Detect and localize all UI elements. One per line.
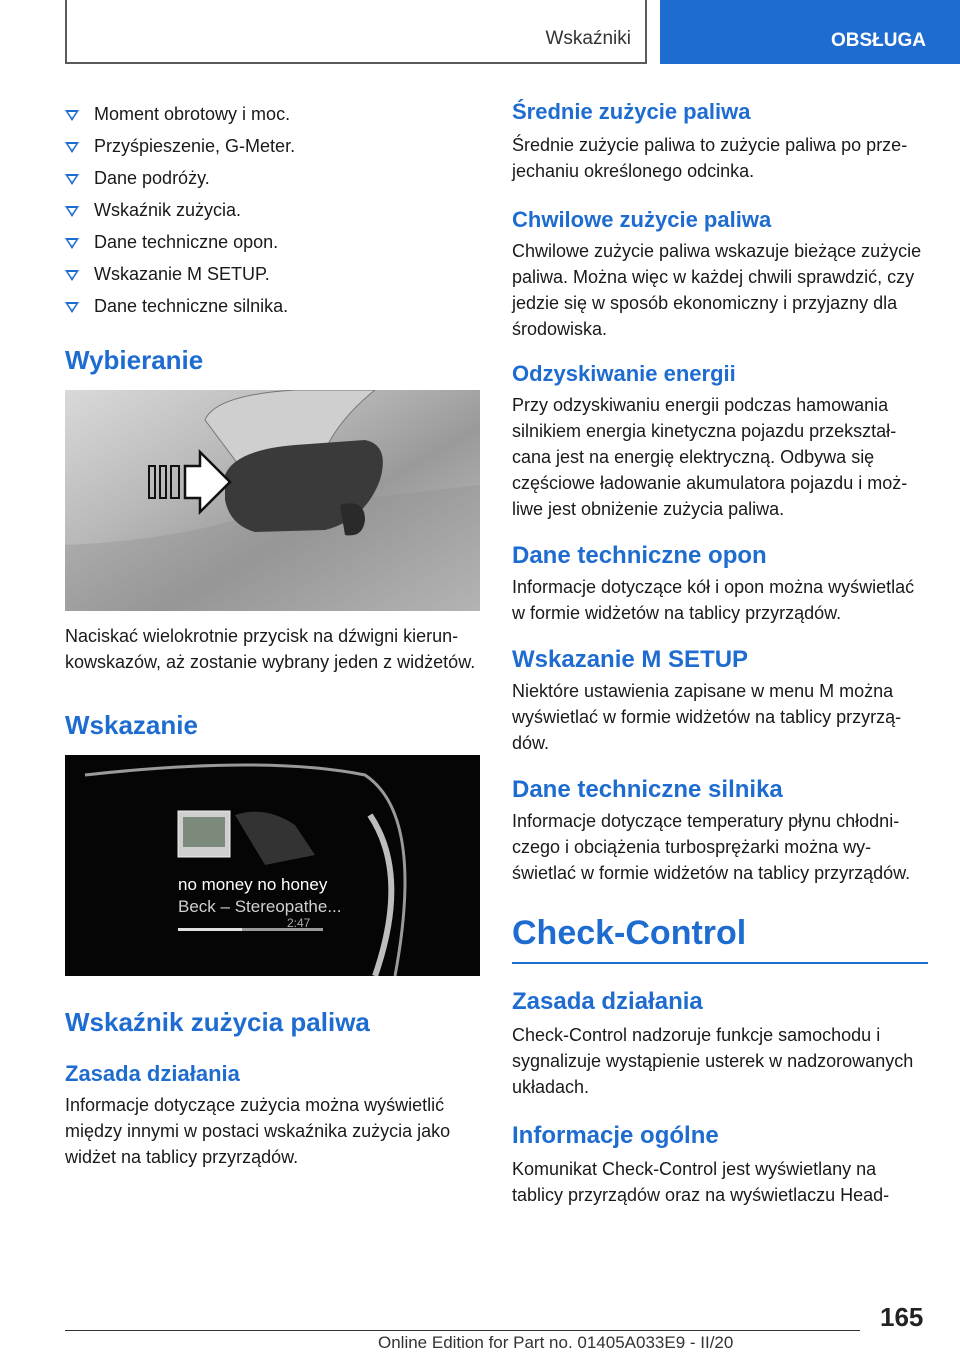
section-heading: Wskazanie M SETUP bbox=[512, 646, 749, 673]
triangle-bullet-icon bbox=[65, 142, 79, 153]
cc-principle-text: Check-Control nadzoruje funkcje samochodu i sygnalizuje wystąpienie usterek w nadzorowanych układach. bbox=[512, 1025, 914, 1097]
list-item: Przyśpieszenie, G-Meter. bbox=[65, 130, 480, 162]
cc-principle-heading: Zasada działania bbox=[512, 988, 703, 1015]
triangle-bullet-icon bbox=[65, 238, 79, 249]
principle-text: Informacje dotyczące zużycia można wyświetlić między innymi w postaci wskaźnika zużycia jako widżet na tablicy przyrządów. bbox=[65, 1095, 451, 1167]
list-item: Dane podróży. bbox=[65, 162, 480, 194]
list-item: Dane techniczne silnika. bbox=[65, 290, 480, 322]
section-heading: Średnie zużycie paliwa bbox=[512, 99, 751, 124]
song-title: no money no honey bbox=[178, 875, 328, 894]
header-frame bbox=[65, 0, 647, 64]
section-heading: Odzyskiwanie energii bbox=[512, 361, 736, 386]
section-text: Chwilowe zużycie paliwa wskazuje bieżące zużycie paliwa. Można więc w każdej chwili sprawdzić, czy jedzie się w sposób ekonomiczny i przyjazny dla środowiska. bbox=[512, 241, 922, 339]
list-item: Dane techniczne opon. bbox=[65, 226, 480, 258]
triangle-bullet-icon bbox=[65, 174, 79, 185]
check-control-heading: Check-Control bbox=[512, 914, 747, 952]
left-column bbox=[65, 98, 480, 1170]
page-number: 165 bbox=[880, 1302, 924, 1332]
song-time: 2:47 bbox=[287, 916, 311, 930]
triangle-bullet-icon bbox=[65, 206, 79, 217]
widget-list bbox=[65, 98, 480, 322]
cc-general-text: Komunikat Check-Control jest wyświetlany na tablicy przyrządów oraz na wyświetlaczu Head- bbox=[512, 1159, 890, 1205]
section-text: Niektóre ustawienia zapisane w menu M można wyświetlać w formie widżetów na tablicy przyrządów. bbox=[512, 681, 902, 753]
footer-rule bbox=[65, 1330, 860, 1331]
display-illustration bbox=[65, 755, 480, 976]
list-item: Wskaźnik zużycia. bbox=[65, 194, 480, 226]
triangle-bullet-icon bbox=[65, 110, 79, 121]
chapter-tab-label: OBSŁUGA bbox=[831, 30, 926, 51]
section-heading: Chwilowe zużycie paliwa bbox=[512, 207, 772, 232]
triangle-bullet-icon bbox=[65, 302, 79, 313]
consumption-heading: Wskaźnik zużycia paliwa bbox=[65, 1007, 370, 1037]
section-title: Wskaźniki bbox=[545, 28, 631, 49]
selecting-text: Naciskać wielokrotnie przycisk na dźwigni kierunkowskazów, aż zostanie wybrany jeden z widżetów. bbox=[65, 626, 476, 672]
heading-rule bbox=[512, 962, 928, 964]
lever-illustration bbox=[65, 390, 480, 611]
chapter-tab bbox=[660, 0, 960, 64]
right-column bbox=[512, 98, 928, 1208]
display-heading: Wskazanie bbox=[65, 710, 198, 740]
section-text: Informacje dotyczące temperatury płynu chłodniczego i obciążenia turbosprężarki można wyświetlać w formie widżetów na tablicy przyrządów. bbox=[512, 811, 911, 883]
list-item: Wskazanie M SETUP. bbox=[65, 258, 480, 290]
cc-general-heading: Informacje ogólne bbox=[512, 1122, 719, 1149]
song-artist: Beck – Stereopathe... bbox=[178, 897, 342, 916]
instrument-display-image bbox=[65, 755, 480, 976]
section-heading: Dane techniczne silnika bbox=[512, 776, 783, 803]
list-item: Moment obrotowy i moc. bbox=[65, 98, 480, 130]
edition-footer: Online Edition for Part no. 01405A033E9 - II/20 bbox=[378, 1333, 734, 1352]
turn-signal-lever-image bbox=[65, 390, 480, 611]
section-text: Przy odzyskiwaniu energii podczas hamowania silnikiem energia kinetyczna pojazdu przekształcana jest na energię elektryczną. Odbywa się częściowe ładowanie akumulatora pojazdu i możliwe jest obniżenie zużycia paliwa. bbox=[512, 395, 908, 519]
triangle-bullet-icon bbox=[65, 270, 79, 281]
selecting-heading: Wybieranie bbox=[65, 345, 204, 375]
section-text: Średnie zużycie paliwa to zużycie paliwa po przejechaniu określonego odcinka. bbox=[512, 135, 908, 181]
principle-heading: Zasada działania bbox=[65, 1061, 240, 1086]
section-text: Informacje dotyczące kół i opon można wyświetlać w formie widżetów na tablicy przyrządów. bbox=[512, 577, 915, 623]
section-heading: Dane techniczne opon bbox=[512, 542, 767, 569]
